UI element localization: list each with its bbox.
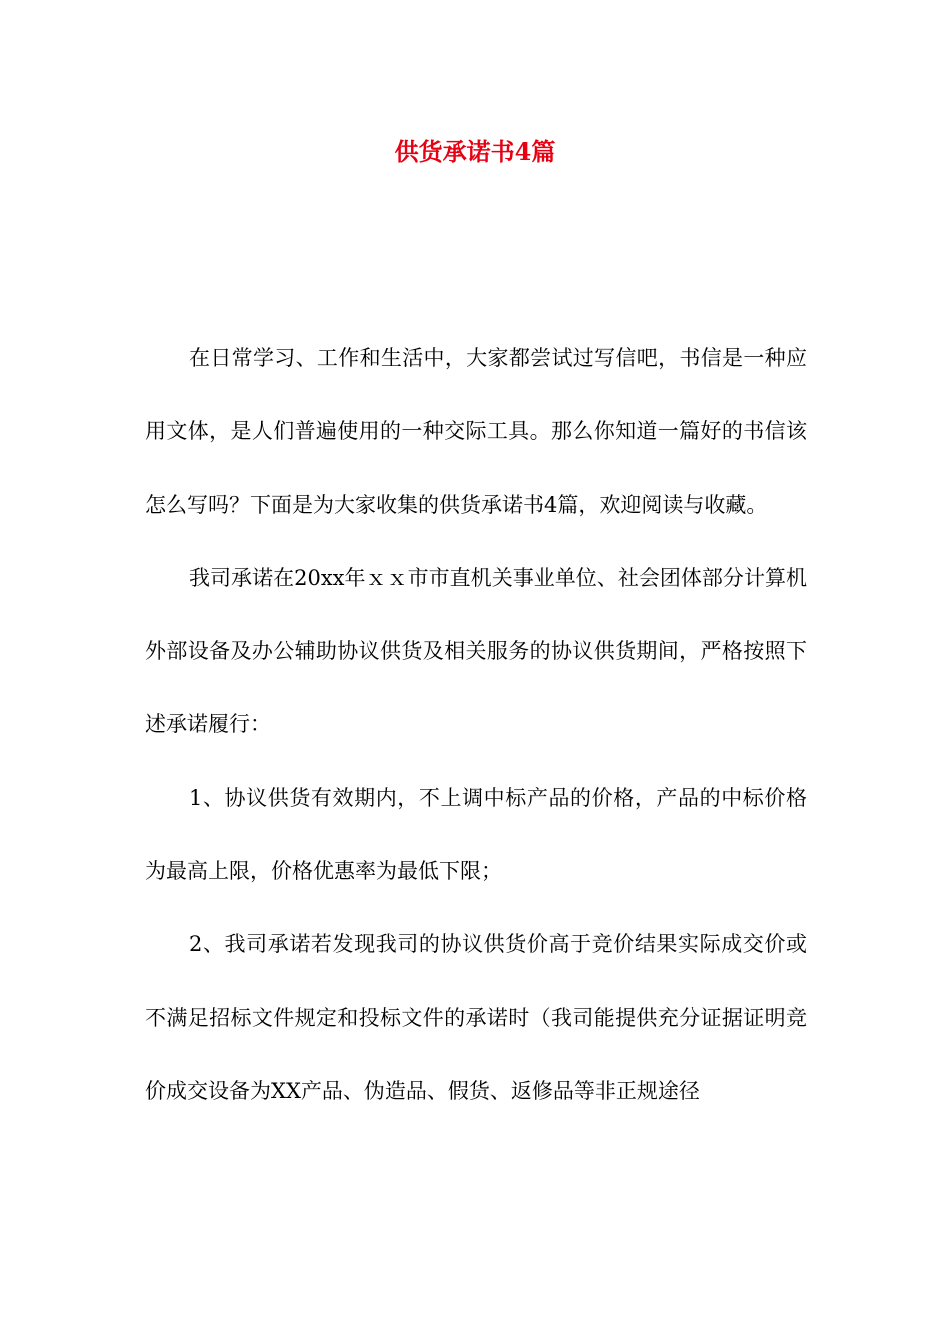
paragraph-item-1: 1、协议供货有效期内，不上调中标产品的价格，产品的中标价格为最高上限，价格优惠率为最低下限； xyxy=(145,785,807,884)
paragraph-intro: 在日常学习、工作和生活中，大家都尝试过写信吧，书信是一种应用文体，是人们普遍使用的一种交际工具。那么你知道一篇好的书信该怎么写吗？下面是为大家收集的供货承诺书4篇，欢迎阅读与收藏。 xyxy=(145,346,807,517)
paragraph-item-2: 2、我司承诺若发现我司的协议供货价高于竞价结果实际成交价或不满足招标文件规定和投标文件的承诺时（我司能提供充分证据证明竞价成交设备为XX产品、伪造品、假货、返修品等非正规途径 xyxy=(145,932,807,1103)
document-body xyxy=(145,322,807,1128)
document-title: 供货承诺书4篇 xyxy=(394,137,556,166)
paragraph-commitment: 我司承诺在20xx年ｘｘ市市直机关事业单位、社会团体部分计算机外部设备及办公辅助协议供货及相关服务的协议供货期间，严格按照下述承诺履行： xyxy=(145,565,807,737)
